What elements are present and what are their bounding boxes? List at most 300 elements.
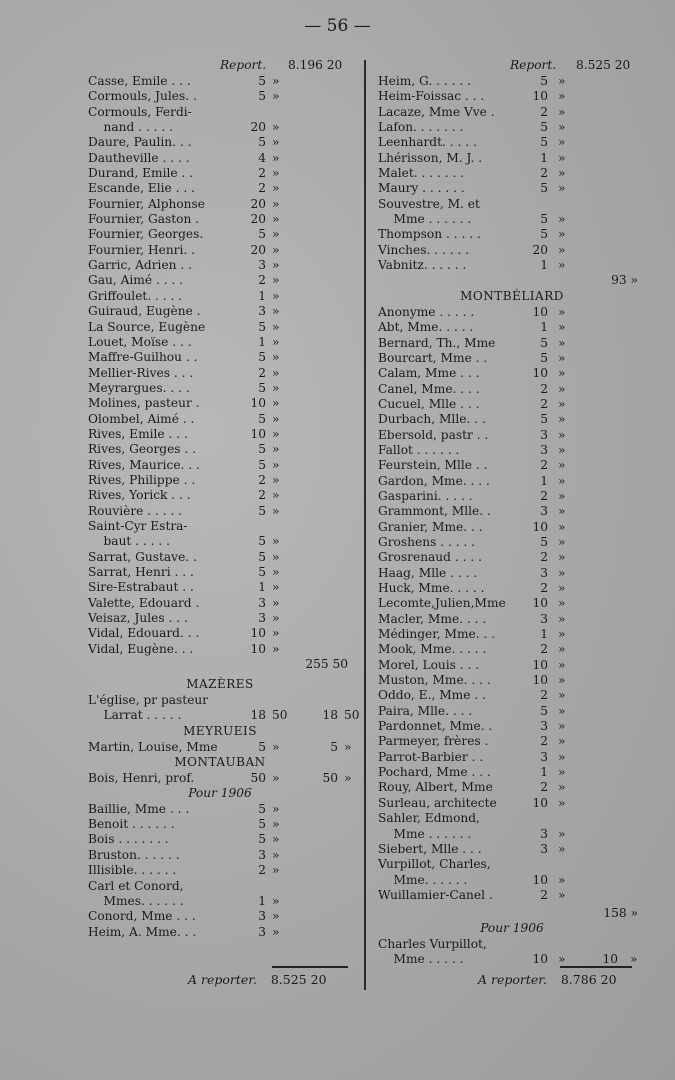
donor-row [88, 396, 352, 411]
donor-name: Sarrat, Henri . . . [88, 565, 194, 579]
donor-name: Siebert, Mlle . . . [378, 841, 482, 856]
donor-name: Bruston. . . . . . [88, 847, 180, 862]
amount-cents: » [272, 365, 280, 380]
amount-cents: » [272, 380, 280, 395]
donor-row [378, 612, 646, 627]
subtotal-row [88, 657, 352, 673]
donor-name: Veisaz, Jules . . . [88, 611, 188, 626]
donor-name: Griffoulet. . . . . [88, 288, 183, 303]
donor-row [88, 832, 352, 847]
donor-list [88, 802, 352, 940]
amount-cents: » [558, 227, 566, 242]
amount: 10 [250, 641, 266, 656]
donor-list [378, 74, 646, 273]
amount-cents: » [558, 673, 566, 688]
amount-cents: » [272, 120, 280, 135]
donor-row [88, 381, 352, 396]
amount-cents: » [558, 89, 566, 104]
amount: 1 [258, 893, 266, 908]
amount: 5 [258, 503, 266, 518]
amount-cents: » [558, 657, 566, 672]
amount-cents: » [558, 642, 566, 657]
amount: 2 [258, 273, 266, 288]
donor-name: Muston, Mme. . . . [378, 673, 491, 688]
donor-name: Guiraud, Eugène . [88, 304, 201, 319]
donor-row [378, 474, 646, 489]
donor-name: Malet. . . . . . . [378, 166, 465, 181]
donor-row [378, 89, 646, 104]
amount-cents: » [558, 872, 566, 887]
donor-row [88, 580, 352, 595]
amount: 3 [258, 258, 266, 273]
donor-name: Rives, Yorick . . . [88, 488, 191, 503]
donor-row [88, 848, 352, 863]
amount-cents: » [272, 847, 280, 862]
amount: 5 [540, 135, 548, 150]
amount-cents: » [272, 212, 280, 227]
amount-cents: » [558, 504, 566, 519]
column-divider [364, 60, 366, 990]
donor-name: La Source, Eugène [88, 319, 206, 334]
donor-row [378, 105, 646, 120]
carry-forward-value: 8.525 20 [270, 972, 327, 987]
donor-name: Fournier, Georges. [88, 227, 204, 242]
donor-name: Gau, Aimé . . . . [88, 273, 184, 288]
amount: 5 [540, 212, 548, 227]
donor-row [88, 212, 352, 227]
amount-cents: » [272, 426, 280, 441]
amount: 5 [258, 319, 266, 334]
total-rule [560, 966, 632, 968]
donor-row [378, 227, 646, 242]
amount: 10 [532, 872, 548, 887]
amount: 20 [532, 242, 548, 257]
right-column [378, 58, 646, 967]
donor-name: Pardonnet, Mme. . [378, 719, 493, 734]
amount-cents: » [558, 565, 566, 580]
donor-name: Rives, Philippe . . [88, 472, 196, 487]
donor-name: Maury . . . . . . [378, 181, 465, 196]
donor-row [378, 412, 646, 427]
amount-cents: » [272, 580, 280, 595]
amount: 3 [540, 749, 548, 764]
amount-cents: » [272, 242, 280, 257]
donor-row [88, 740, 352, 755]
amount-cents: » [272, 196, 280, 211]
amount: 1 [540, 627, 548, 642]
donor-name: Garric, Adrien . . [88, 258, 193, 273]
donor-name: Sahler, Edmond, [378, 811, 480, 826]
amount: 2 [540, 458, 548, 473]
donor-name: Fournier, Gaston . [88, 212, 200, 227]
amount-cents: » [558, 335, 566, 350]
donor-row [378, 688, 646, 703]
donor-name: Rouvière . . . . . [88, 503, 183, 518]
amount-cents: » [558, 320, 566, 335]
amount-cents: » [272, 442, 280, 457]
donor-row [378, 428, 646, 443]
donor-name: Ebersold, pastr . . [378, 427, 489, 442]
amount-cents: » [558, 412, 566, 427]
amount-cents: » [558, 765, 566, 780]
report-line [88, 58, 352, 74]
subtotal-value: 93 » [611, 273, 638, 288]
donor-name: Durbach, Mlle. . . [378, 412, 486, 427]
amount-cents: » [558, 150, 566, 165]
donor-list [88, 740, 352, 755]
amount: 5 [540, 703, 548, 718]
amount-cents: » [272, 304, 280, 319]
donor-name: Maffre-Guilhou . . [88, 350, 198, 365]
section-heading-mazeres: MAZÈRES [186, 677, 254, 692]
amount: 3 [540, 565, 548, 580]
donor-row [378, 937, 646, 952]
donor-name: baut . . . . . [88, 534, 171, 549]
donor-name: Vabnitz. . . . . . [378, 258, 467, 273]
amount-cents: » [558, 350, 566, 365]
report-label: Report. [510, 58, 557, 72]
amount: 2 [258, 863, 266, 878]
amount: 3 [540, 427, 548, 442]
amount-cents: » [558, 135, 566, 150]
donor-row [88, 473, 352, 488]
donor-name: L'église, pr pasteur [88, 693, 209, 708]
donor-name: Abt, Mme. . . . . [378, 320, 474, 335]
amount-cents: » [558, 627, 566, 642]
amount-cents: » [558, 212, 566, 227]
donor-name: Carl et Conord, [88, 878, 184, 893]
donor-row [378, 873, 646, 888]
amount: 50 [250, 771, 266, 786]
donor-name: Calam, Mme . . . [378, 366, 480, 381]
amount: 2 [258, 472, 266, 487]
donor-name: Daure, Paulin. . . [88, 135, 192, 150]
donor-row [88, 708, 360, 723]
donor-name: Fournier, Alphonse [88, 196, 205, 211]
donor-row [378, 734, 646, 749]
donor-row [378, 520, 646, 535]
report-value: 8.525 20 [576, 58, 631, 72]
amount-cents: » [272, 488, 280, 503]
amount-cents: » [558, 703, 566, 718]
donor-row [88, 181, 352, 196]
donor-name: Gardon, Mme. . . . [378, 473, 490, 488]
carry-forward-value: 8.786 20 [560, 972, 617, 987]
donor-row [378, 135, 646, 150]
amount: 10 [250, 396, 266, 411]
section-heading-montbeliard: MONTBÉLIARD [460, 288, 564, 303]
amount: 5 [258, 442, 266, 457]
donor-row [88, 366, 352, 381]
donor-row [378, 243, 646, 258]
donor-name: Sarrat, Gustave. . [88, 549, 197, 564]
amount: 5 [540, 181, 548, 196]
donor-row [378, 566, 646, 581]
donor-row [378, 166, 646, 181]
amount-cents: » [272, 893, 280, 908]
subtotal-amount: 50 [322, 771, 338, 786]
donor-row [88, 120, 352, 135]
donor-name: Vidal, Eugène. . . [88, 641, 194, 656]
donor-name: Rives, Emile . . . [88, 426, 188, 441]
amount: 1 [258, 334, 266, 349]
donor-row [88, 89, 352, 104]
amount-cents: » [272, 771, 280, 786]
donor-row [88, 335, 352, 350]
donor-row [378, 581, 646, 596]
donor-name: Granier, Mme. . . [378, 519, 483, 534]
report-line [378, 58, 646, 74]
donor-row [88, 458, 352, 473]
amount: 10 [250, 426, 266, 441]
donor-row [88, 135, 352, 150]
donor-name: Saint-Cyr Estra- [88, 518, 188, 533]
donor-name: Macler, Mme. . . . [378, 611, 487, 626]
amount: 2 [540, 581, 548, 595]
donor-row [88, 771, 352, 786]
donor-name: Molines, pasteur . [88, 396, 200, 411]
amount: 1 [540, 765, 548, 780]
amount: 2 [258, 365, 266, 380]
amount-cents: » [558, 951, 566, 966]
amount: 5 [258, 350, 266, 365]
subtotal-cents: » [344, 739, 352, 754]
donor-name: Groshens . . . . . [378, 534, 476, 549]
donor-row [378, 673, 646, 688]
amount-cents: » [272, 909, 280, 924]
amount: 2 [540, 381, 548, 396]
donor-name: Heim-Foissac . . . [378, 89, 485, 104]
donor-name: Médinger, Mme. . . [378, 627, 496, 642]
amount-cents: » [272, 801, 280, 816]
donor-name: Larrat . . . . . [88, 708, 182, 723]
amount: 3 [540, 611, 548, 626]
amount-cents: » [558, 749, 566, 764]
donor-row [378, 627, 646, 642]
amount: 2 [540, 734, 548, 749]
amount: 2 [540, 166, 548, 181]
amount: 4 [258, 150, 266, 165]
amount-cents: » [558, 304, 566, 319]
donor-row [378, 719, 646, 734]
donor-row [378, 658, 646, 673]
donor-row [88, 596, 352, 611]
amount-cents: » [272, 89, 280, 104]
donor-name: Dautheville . . . . [88, 150, 190, 165]
amount: 3 [258, 924, 266, 939]
donor-name: Bois . . . . . . . [88, 832, 169, 847]
section-heading-1906: Pour 1906 [480, 921, 544, 936]
donor-name: Gasparini. . . . . [378, 488, 473, 503]
amount-cents: » [558, 534, 566, 549]
amount: 3 [540, 841, 548, 856]
amount: 5 [540, 350, 548, 365]
amount: 5 [540, 412, 548, 427]
amount: 20 [250, 120, 266, 135]
amount: 5 [540, 335, 548, 350]
subtotal-value: 255 50 [305, 657, 348, 672]
carry-forward-label: A reporter. [478, 972, 547, 987]
donor-row [88, 909, 352, 924]
amount: 3 [540, 719, 548, 734]
donor-row [378, 366, 646, 381]
amount: 5 [258, 380, 266, 395]
amount: 3 [540, 826, 548, 841]
amount: 3 [540, 442, 548, 457]
donor-name: Mme . . . . . . [378, 212, 472, 227]
donor-name: Valette, Edouard . [88, 595, 200, 610]
amount: 5 [258, 832, 266, 847]
amount: 2 [540, 780, 548, 795]
donor-row [378, 750, 646, 765]
donor-name: Lacaze, Mme Vve . [378, 104, 495, 119]
donor-row [378, 120, 646, 135]
donor-list [88, 693, 360, 724]
donor-row [88, 863, 352, 878]
amount-cents: » [272, 319, 280, 334]
amount-cents: » [558, 887, 566, 902]
amount: 2 [540, 104, 548, 119]
amount-cents: » [558, 581, 566, 595]
amount-cents: » [272, 641, 280, 656]
amount-cents: » [558, 427, 566, 442]
donor-row [378, 550, 646, 565]
amount-cents: » [272, 288, 280, 303]
donor-row [88, 442, 352, 457]
carry-forward [188, 972, 327, 987]
amount: 5 [258, 534, 266, 549]
donor-name: Bois, Henri, prof. [88, 771, 195, 786]
donor-name: Heim, A. Mme. . . [88, 924, 197, 939]
donor-name: Meyrargues. . . . [88, 380, 190, 395]
subtotal-amount: 10 [602, 951, 618, 966]
donor-row [88, 693, 352, 708]
total-rule [272, 966, 348, 968]
amount: 3 [258, 595, 266, 610]
amount-cents: » [272, 863, 280, 878]
donor-name: Heim, G. . . . . . [378, 74, 471, 88]
donor-name: Parrot-Barbier . . [378, 749, 484, 764]
amount: 2 [540, 887, 548, 902]
subtotal-cents: » [344, 771, 352, 786]
donor-row [88, 925, 352, 940]
donor-name: Casse, Emile . . . [88, 74, 191, 88]
donor-row [88, 427, 352, 442]
amount: 1 [540, 258, 548, 273]
amount-cents: » [272, 595, 280, 610]
donor-list [378, 305, 646, 903]
amount-cents: » [558, 795, 566, 810]
amount: 5 [258, 565, 266, 579]
amount: 10 [532, 304, 548, 319]
donor-row [378, 489, 646, 504]
donor-name: Charles Vurpillot, [378, 936, 487, 951]
donor-name: Cucuel, Mlle . . . [378, 396, 480, 411]
amount-cents: » [272, 626, 280, 641]
amount-cents: » [272, 273, 280, 288]
amount: 5 [258, 74, 266, 88]
amount-cents: » [558, 242, 566, 257]
amount: 10 [532, 89, 548, 104]
amount-cents: » [558, 473, 566, 488]
donor-name: Mme . . . . . . [378, 826, 472, 841]
donor-name: Thompson . . . . . [378, 227, 481, 242]
donor-row [88, 243, 352, 258]
amount-cents: » [558, 442, 566, 457]
donor-row [88, 626, 352, 641]
amount-cents: » [558, 104, 566, 119]
amount-cents: » [558, 780, 566, 795]
amount: 10 [532, 596, 548, 611]
donor-name: Parmeyer, frères . [378, 734, 489, 749]
amount-cents: » [558, 611, 566, 626]
amount-cents: » [558, 120, 566, 135]
amount-cents: » [272, 150, 280, 165]
amount-cents: » [558, 688, 566, 703]
left-column [88, 58, 360, 940]
donor-name: Anonyme . . . . . [378, 304, 475, 319]
donor-row [88, 258, 352, 273]
donor-name: Wuillamier-Canel . [378, 887, 493, 902]
amount-cents: » [272, 534, 280, 549]
donor-row [378, 151, 646, 166]
amount-cents: » [272, 74, 280, 88]
donor-name: Paira, Mlle. . . . [378, 703, 473, 718]
amount-cents: » [558, 381, 566, 396]
donor-row [378, 811, 646, 826]
donor-name: Bourcart, Mme . . [378, 350, 488, 365]
amount: 2 [540, 642, 548, 657]
donor-name: Feurstein, Mlle . . [378, 458, 488, 473]
amount: 10 [532, 951, 548, 966]
donor-row [378, 212, 646, 227]
amount-cents: » [558, 550, 566, 565]
donor-row [88, 534, 352, 549]
amount-cents: » [272, 181, 280, 196]
donor-row [378, 305, 646, 320]
amount: 10 [532, 673, 548, 688]
amount-cents: » [272, 166, 280, 181]
donor-name: nand . . . . . [88, 120, 174, 135]
donor-row [378, 842, 646, 857]
donor-name: Vinches. . . . . . [378, 242, 470, 257]
amount: 1 [540, 150, 548, 165]
amount: 1 [258, 580, 266, 595]
amount: 3 [540, 504, 548, 519]
subtotal-row [378, 273, 646, 288]
donor-row [88, 488, 352, 503]
amount: 10 [532, 795, 548, 810]
amount-cents: » [272, 258, 280, 273]
donor-name: Lafon. . . . . . . [378, 120, 464, 135]
donor-row [378, 74, 646, 89]
donor-row [88, 105, 352, 120]
donor-name: Benoit . . . . . . [88, 817, 175, 832]
donor-row [378, 397, 646, 412]
donor-name: Fallot . . . . . . [378, 442, 460, 457]
amount: 10 [532, 657, 548, 672]
amount-cents: » [272, 227, 280, 242]
carry-forward [478, 972, 617, 987]
amount: 5 [258, 801, 266, 816]
donor-name: Sire-Estrabaut . . [88, 580, 194, 595]
donor-name: Rives, Georges . . [88, 442, 197, 457]
amount-cents: » [558, 396, 566, 411]
donor-row [378, 796, 646, 811]
amount: 5 [258, 227, 266, 242]
amount-cents: » [558, 258, 566, 273]
amount: 20 [250, 212, 266, 227]
